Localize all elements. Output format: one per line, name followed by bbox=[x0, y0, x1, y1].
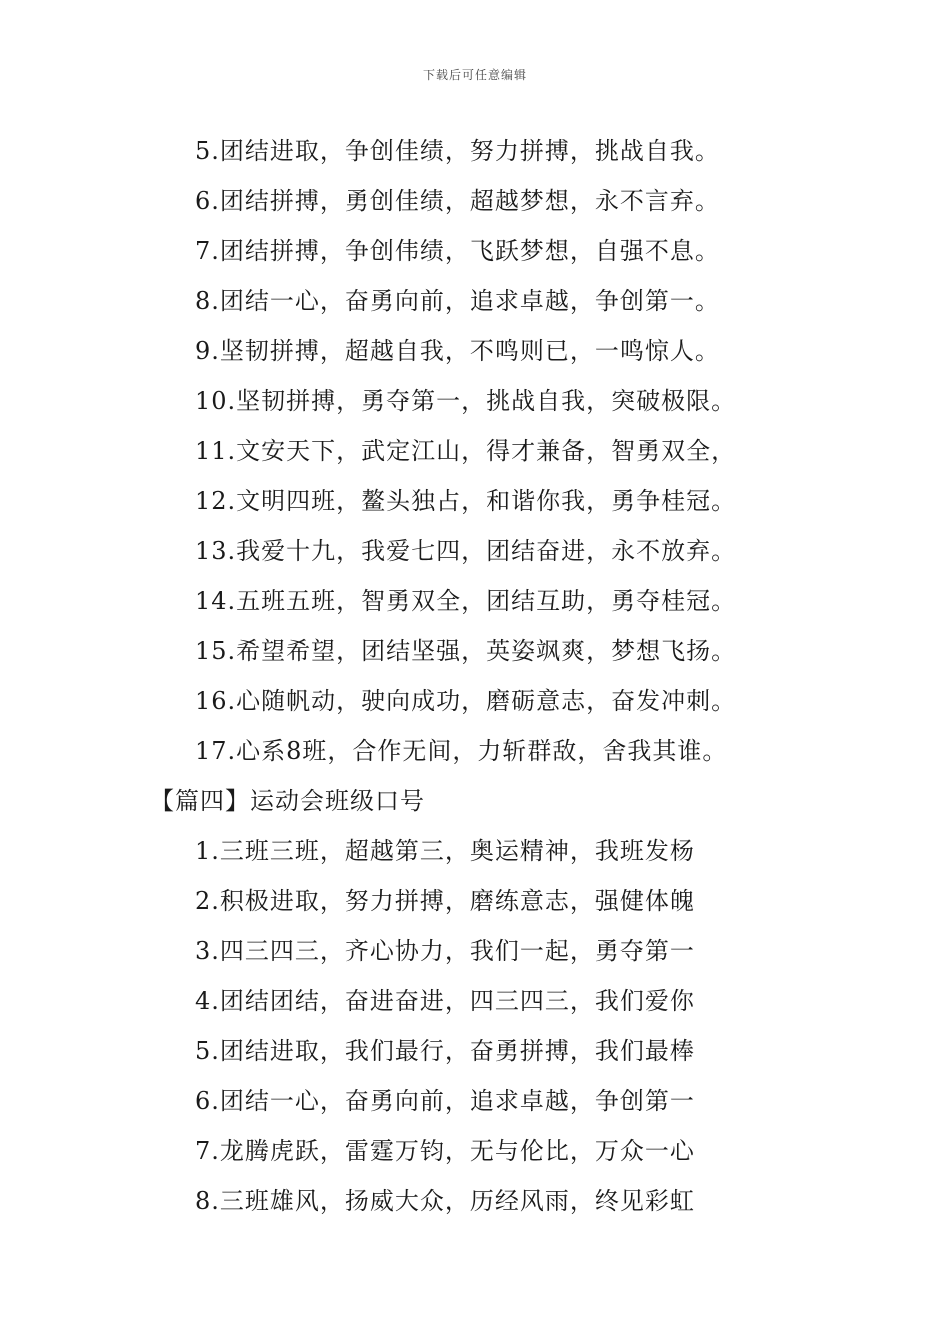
slogan-item: 7.团结拼搏，争创伟绩，飞跃梦想，自强不息。 bbox=[195, 237, 720, 265]
slogan-item: 5.团结进取，争创佳绩，努力拼搏，挑战自我。 bbox=[195, 137, 720, 165]
slogan-item: 4.团结团结，奋进奋进，四三四三，我们爱你 bbox=[195, 987, 695, 1015]
slogan-item: 16.心随帆动，驶向成功，磨砺意志，奋发冲刺。 bbox=[195, 687, 737, 715]
slogan-item: 2.积极进取，努力拼搏，磨练意志，强健体魄 bbox=[195, 887, 695, 915]
slogan-item: 15.希望希望，团结坚强，英姿飒爽，梦想飞扬。 bbox=[195, 637, 737, 665]
section-heading: 【篇四】运动会班级口号 bbox=[150, 787, 425, 815]
document-body bbox=[0, 126, 950, 1226]
slogan-item: 10.坚韧拼搏，勇夺第一，挑战自我，突破极限。 bbox=[195, 387, 737, 415]
slogan-item: 6.团结一心，奋勇向前，追求卓越，争创第一 bbox=[195, 1087, 695, 1115]
slogan-item: 8.三班雄风，扬威大众，历经风雨，终见彩虹 bbox=[195, 1187, 695, 1215]
slogan-item: 1.三班三班，超越第三，奥运精神，我班发杨 bbox=[195, 837, 695, 865]
slogan-item: 6.团结拼搏，勇创佳绩，超越梦想，永不言弃。 bbox=[195, 187, 720, 215]
slogan-item: 11.文安天下，武定江山，得才兼备，智勇双全， bbox=[195, 437, 737, 465]
slogan-item: 5.团结进取，我们最行，奋勇拼搏，我们最棒 bbox=[195, 1037, 695, 1065]
page-header: 下载后可任意编辑 bbox=[422, 68, 527, 82]
slogan-item: 7.龙腾虎跃，雷霆万钧，无与伦比，万众一心 bbox=[195, 1137, 695, 1165]
slogan-item: 3.四三四三，齐心协力，我们一起，勇夺第一 bbox=[195, 937, 695, 965]
slogan-item: 13.我爱十九，我爱七四，团结奋进，永不放弃。 bbox=[195, 537, 737, 565]
slogan-item: 14.五班五班，智勇双全，团结互助，勇夺桂冠。 bbox=[195, 587, 737, 615]
slogan-item: 17.心系8班，合作无间，力斩群敌，舍我其谁。 bbox=[195, 737, 728, 765]
slogan-item: 9.坚韧拼搏，超越自我，不鸣则已，一鸣惊人。 bbox=[195, 337, 720, 365]
slogan-item: 8.团结一心，奋勇向前，追求卓越，争创第一。 bbox=[195, 287, 720, 315]
slogan-item: 12.文明四班，鳌头独占，和谐你我，勇争桂冠。 bbox=[195, 487, 737, 515]
